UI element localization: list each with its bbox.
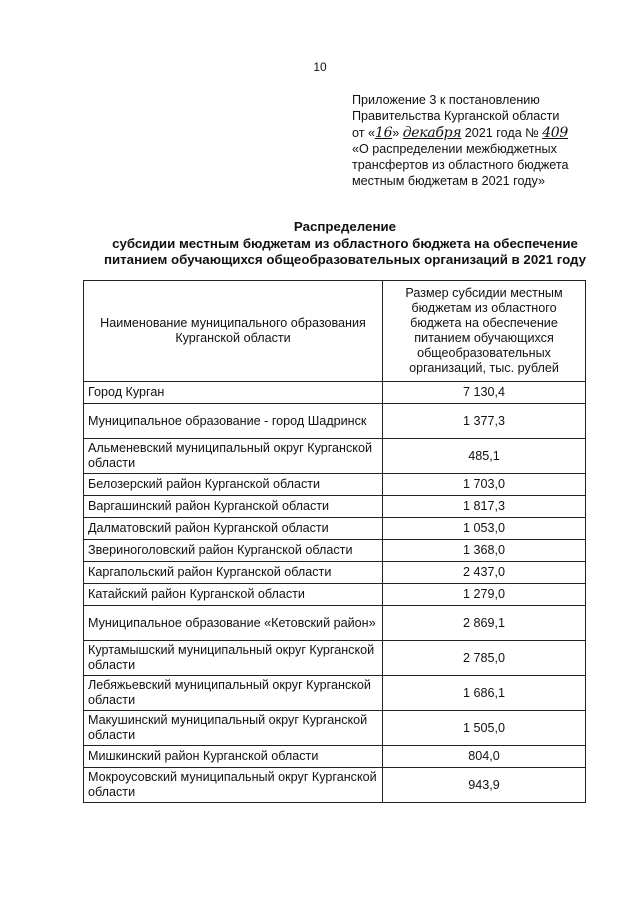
subsidy-table xyxy=(83,280,586,803)
date-prefix: от « xyxy=(352,125,375,140)
table-row xyxy=(84,606,586,641)
appendix-line-5: трансфертов из областного бюджета xyxy=(352,158,569,173)
handwritten-month: декабря xyxy=(402,124,462,141)
table-row xyxy=(84,562,586,584)
table-row xyxy=(84,676,586,711)
municipality-name: Город Курган xyxy=(84,382,383,404)
municipality-name: Звериноголовский район Курганской области xyxy=(84,540,383,562)
subsidy-amount: 1 368,0 xyxy=(383,540,586,562)
subsidy-amount: 1 703,0 xyxy=(383,474,586,496)
table-row xyxy=(84,641,586,676)
subsidy-amount: 2 869,1 xyxy=(383,606,586,641)
appendix-line-6: местным бюджетам в 2021 году» xyxy=(352,174,545,189)
year-text: 2021 года № xyxy=(464,125,539,140)
table-row xyxy=(84,540,586,562)
subsidy-amount: 1 053,0 xyxy=(383,518,586,540)
table-row xyxy=(84,404,586,439)
subsidy-amount: 804,0 xyxy=(383,746,586,768)
title-line-3: питанием обучающихся общеобразовательных организаций в 2021 году xyxy=(103,252,587,267)
table-row xyxy=(84,768,586,803)
municipality-name: Мокроусовский муниципальный округ Курганской области xyxy=(84,768,383,803)
municipality-name: Куртамышский муниципальный округ Курганской области xyxy=(84,641,383,676)
municipality-name: Мишкинский район Курганской области xyxy=(84,746,383,768)
header-municipality: Наименование муниципального образования Курганской области xyxy=(84,281,383,382)
subsidy-amount: 2 437,0 xyxy=(383,562,586,584)
municipality-name: Муниципальное образование - город Шадринск xyxy=(84,404,383,439)
table-row xyxy=(84,518,586,540)
subsidy-amount: 943,9 xyxy=(383,768,586,803)
header-subsidy-amount: Размер субсидии местным бюджетам из областного бюджета на обеспечение питанием обучающихся общеобразовательных организаций, тыс. рублей xyxy=(383,281,586,382)
date-mid: » xyxy=(392,125,400,140)
municipality-name: Катайский район Курганской области xyxy=(84,584,383,606)
handwritten-day: 16 xyxy=(375,124,393,141)
title-line-2: субсидии местным бюджетам из областного бюджета на обеспечение xyxy=(112,235,578,251)
table-row xyxy=(84,584,586,606)
municipality-name: Далматовский район Курганской области xyxy=(84,518,383,540)
appendix-line-1: Приложение 3 к постановлению xyxy=(352,93,540,107)
municipality-name: Каргапольский район Курганской области xyxy=(84,562,383,584)
appendix-line-2: Правительства Курганской области xyxy=(352,109,560,124)
municipality-name: Макушинский муниципальный округ Курганской области xyxy=(84,711,383,746)
document-title xyxy=(60,219,630,269)
table-row xyxy=(84,496,586,518)
subsidy-amount: 1 686,1 xyxy=(383,676,586,711)
municipality-name: Лебяжьевский муниципальный округ Курганской области xyxy=(84,676,383,711)
subsidy-amount: 7 130,4 xyxy=(383,382,586,404)
appendix-header xyxy=(352,92,622,190)
municipality-name: Варгашинский район Курганской области xyxy=(84,496,383,518)
appendix-line-4: «О распределении межбюджетных xyxy=(352,141,557,156)
subsidy-amount: 485,1 xyxy=(383,439,586,474)
municipality-name: Белозерский район Курганской области xyxy=(84,474,383,496)
subsidy-amount: 1 817,3 xyxy=(383,496,586,518)
handwritten-number: 409 xyxy=(542,124,569,141)
table-row xyxy=(84,711,586,746)
page-number: 10 xyxy=(313,60,327,74)
subsidy-amount: 1 505,0 xyxy=(383,711,586,746)
table-header-row xyxy=(84,281,586,382)
title-line-1: Распределение xyxy=(293,219,397,234)
table-row xyxy=(84,746,586,768)
municipality-name: Альменевский муниципальный округ Курганской области xyxy=(84,439,383,474)
table-row xyxy=(84,439,586,474)
subsidy-amount: 2 785,0 xyxy=(383,641,586,676)
subsidy-amount: 1 279,0 xyxy=(383,584,586,606)
table-row xyxy=(84,382,586,404)
appendix-date-line xyxy=(352,125,622,141)
municipality-name: Муниципальное образование «Кетовский район» xyxy=(84,606,383,641)
table-row xyxy=(84,474,586,496)
subsidy-amount: 1 377,3 xyxy=(383,404,586,439)
